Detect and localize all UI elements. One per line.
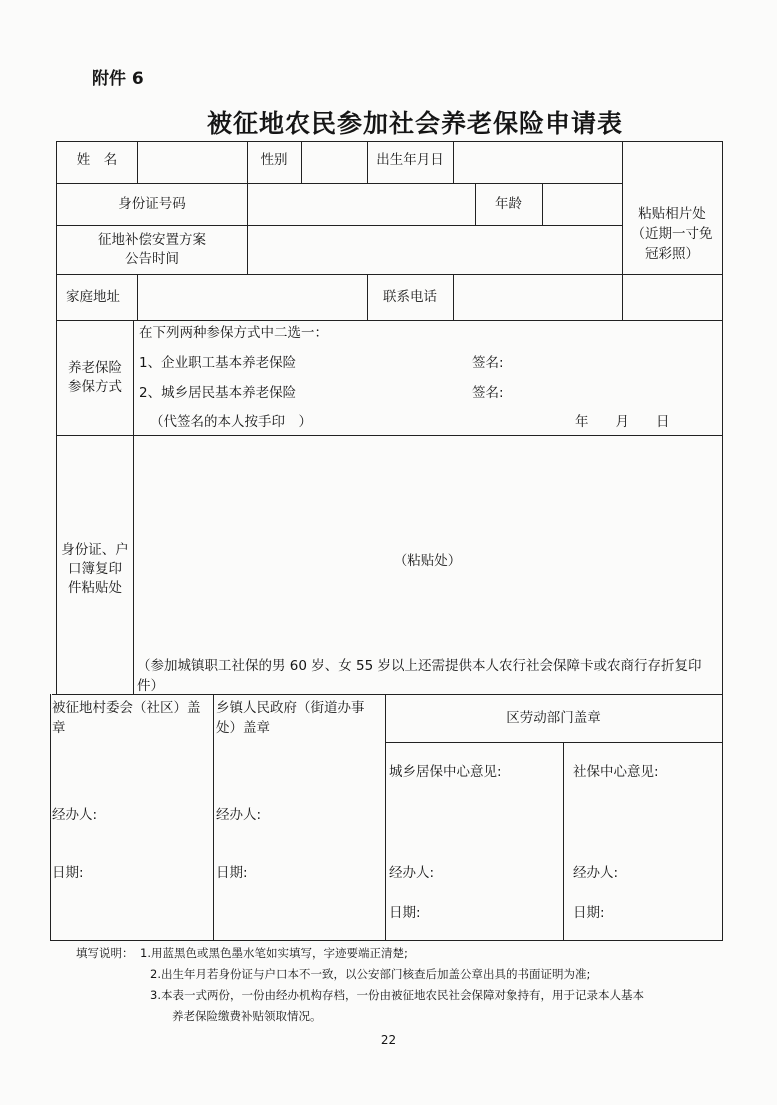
id-copy-label: 口簿复印	[68, 561, 122, 577]
annex-label: 附件 6	[92, 69, 144, 89]
date-label: 日期:	[52, 865, 84, 881]
township-stamp-label: 乡镇人民政府（街道办事处）盖章	[216, 700, 365, 736]
address-label: 家庭地址	[66, 289, 120, 305]
col-divider	[137, 141, 138, 183]
paste-area-label: （粘贴处）	[393, 553, 462, 569]
instruction-item: 1.用蓝黑色或黑色墨水笔如实填写，字迹要端正清楚;	[140, 946, 408, 960]
option-enterprise: 1、企业职工基本养老保险	[139, 355, 297, 371]
insurance-label: 养老保险	[68, 360, 122, 376]
form-title: 被征地农民参加社会养老保险申请表	[206, 109, 623, 138]
instruction-item: 3.本表一式两份，一份由经办机构存档，一份由被征地农民社会保障对象持有，用于记录本人基本	[150, 988, 644, 1002]
col-divider	[453, 141, 454, 183]
plan-label: 公告时间	[125, 251, 179, 267]
plan-label: 征地补偿安置方案	[98, 232, 206, 248]
col-divider	[133, 320, 134, 694]
table-border-bottom	[50, 940, 723, 941]
date-label: 日期:	[573, 905, 605, 921]
photo-label: 粘贴相片处	[638, 206, 706, 222]
handler-label: 经办人:	[52, 807, 98, 823]
handler-label: 经办人:	[573, 865, 619, 881]
date-ymd: 年 月 日	[575, 414, 670, 430]
phone-label: 联系电话	[383, 289, 437, 305]
page-number: 22	[380, 1033, 397, 1047]
id-number-label: 身份证号码	[118, 196, 186, 212]
dob-label: 出生年月日	[376, 152, 444, 168]
labor-dept-stamp-label: 区劳动部门盖章	[506, 710, 601, 726]
signature-label: 签名:	[472, 385, 504, 401]
name-label: 姓 名	[76, 152, 118, 168]
col-divider	[137, 274, 138, 320]
proxy-note: （代签名的本人按手印 ）	[150, 414, 312, 430]
instructions-prefix: 填写说明：	[76, 946, 134, 960]
date-label: 日期:	[216, 865, 248, 881]
row-divider	[56, 435, 723, 436]
row-divider	[56, 320, 723, 321]
col-divider	[385, 694, 386, 940]
id-copy-label: 身份证、户	[61, 542, 129, 558]
instruction-item: 养老保险缴费补贴领取情况。	[172, 1009, 322, 1023]
id-copy-label: 件粘贴处	[68, 580, 122, 596]
col-divider	[563, 742, 564, 940]
handler-label: 经办人:	[389, 865, 435, 881]
date-label: 日期:	[389, 905, 421, 921]
social-center-opinion: 社保中心意见:	[573, 764, 659, 780]
extra-requirement-note: （参加城镇职工社保的男 60 岁、女 55 岁以上还需提供本人农行社会保障卡或农商行存折复印件）	[137, 658, 702, 694]
col-divider	[213, 694, 214, 940]
handler-label: 经办人:	[216, 807, 262, 823]
gender-label: 性别	[260, 152, 288, 168]
row-divider	[385, 742, 723, 743]
signature-label: 签名:	[472, 355, 504, 371]
village-stamp-label: 被征地村委会（社区）盖章	[52, 700, 201, 736]
age-label: 年龄	[495, 196, 522, 212]
col-divider	[453, 274, 454, 320]
row-divider	[56, 183, 623, 184]
insurance-intro: 在下列两种参保方式中二选一：	[139, 325, 328, 341]
instruction-item: 2.出生年月若身份证与户口本不一致，以公安部门核查后加盖公章出具的书面证明为准;	[150, 967, 591, 981]
urban-rural-center-opinion: 城乡居保中心意见:	[389, 764, 502, 780]
table-border-left	[56, 141, 57, 694]
option-urban-rural: 2、城乡居民基本养老保险	[139, 385, 297, 401]
row-divider	[56, 225, 623, 226]
photo-label: 冠彩照）	[645, 246, 699, 262]
table-border-right	[722, 141, 723, 941]
insurance-label: 参保方式	[68, 379, 122, 395]
col-divider	[301, 141, 302, 183]
col-divider	[542, 183, 543, 225]
photo-label: （近期一寸免	[631, 226, 713, 242]
